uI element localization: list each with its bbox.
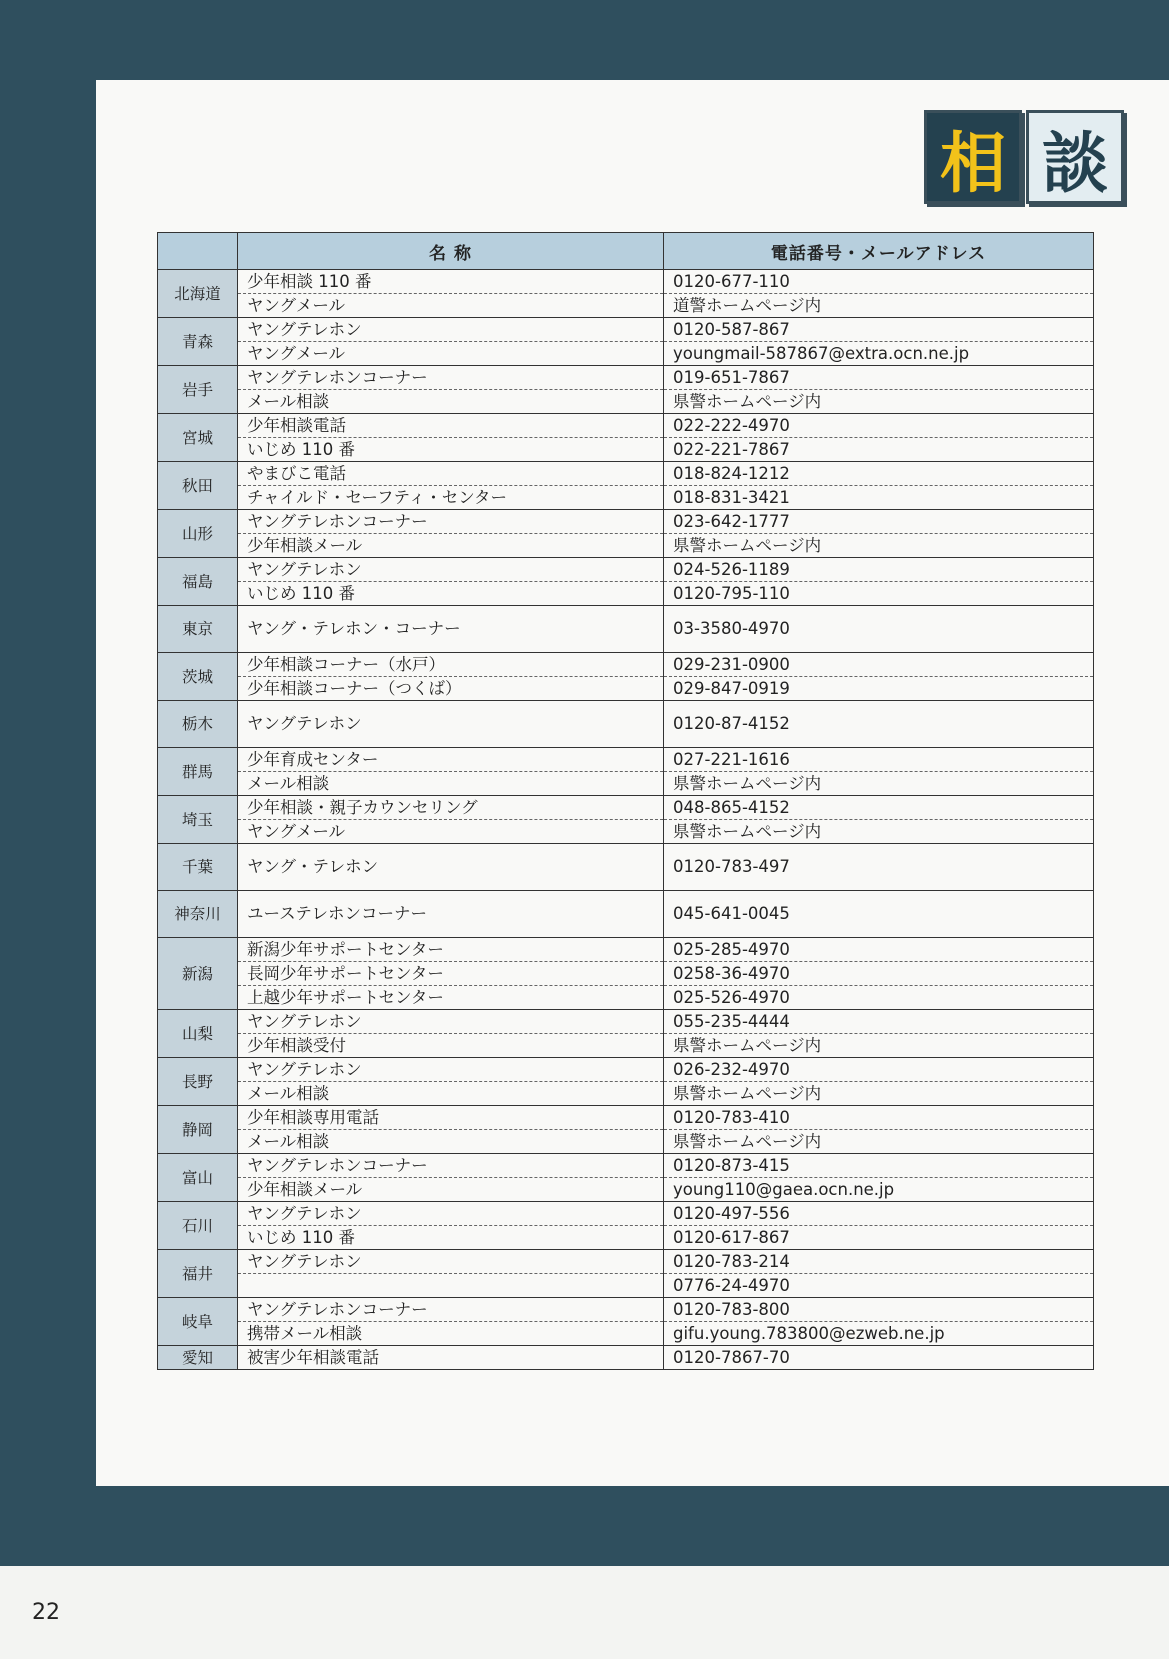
table-row — [158, 1154, 1094, 1178]
table-row — [158, 1082, 1094, 1106]
service-name-cell: ヤングテレホンコーナー — [238, 1298, 664, 1322]
prefecture-cell: 埼玉 — [158, 796, 238, 844]
table-row — [158, 534, 1094, 558]
contact-cell: 県警ホームページ内 — [664, 1130, 1094, 1154]
service-name-cell: ヤングテレホン — [238, 701, 664, 748]
table-row — [158, 558, 1094, 582]
contact-cell: 0120-783-410 — [664, 1106, 1094, 1130]
prefecture-cell: 岩手 — [158, 366, 238, 414]
table-row — [158, 318, 1094, 342]
service-name-cell: ヤングメール — [238, 294, 664, 318]
prefecture-cell: 新潟 — [158, 938, 238, 1010]
table-row — [158, 1202, 1094, 1226]
service-name-cell: 少年相談メール — [238, 1178, 664, 1202]
contact-cell: 0120-617-867 — [664, 1226, 1094, 1250]
contact-cell: 026-232-4970 — [664, 1058, 1094, 1082]
contact-cell: 029-847-0919 — [664, 677, 1094, 701]
table-row — [158, 772, 1094, 796]
contact-cell: 0120-87-4152 — [664, 701, 1094, 748]
table-row — [158, 653, 1094, 677]
contact-cell: 055-235-4444 — [664, 1010, 1094, 1034]
table-row — [158, 1034, 1094, 1058]
contact-cell: 045-641-0045 — [664, 891, 1094, 938]
table-row — [158, 1298, 1094, 1322]
table-header-row — [158, 233, 1094, 270]
table-row — [158, 701, 1094, 748]
contact-cell: 027-221-1616 — [664, 748, 1094, 772]
table-row — [158, 342, 1094, 366]
prefecture-cell: 石川 — [158, 1202, 238, 1250]
service-name-cell: ヤング・テレホン・コーナー — [238, 606, 664, 653]
contact-cell: 03-3580-4970 — [664, 606, 1094, 653]
service-name-cell: ヤングテレホン — [238, 1250, 664, 1274]
prefecture-cell: 東京 — [158, 606, 238, 653]
contact-cell: 0258-36-4970 — [664, 962, 1094, 986]
contact-cell: 0120-587-867 — [664, 318, 1094, 342]
table-row — [158, 1322, 1094, 1346]
contact-cell: 0120-677-110 — [664, 270, 1094, 294]
badge-char-2: 談 — [1026, 110, 1124, 204]
table-row — [158, 1178, 1094, 1202]
header-prefecture — [158, 233, 238, 270]
contact-cell: youngmail-587867@extra.ocn.ne.jp — [664, 342, 1094, 366]
consultation-contact-table — [157, 232, 1094, 1370]
service-name-cell: 少年相談電話 — [238, 414, 664, 438]
service-name-cell: やまびこ電話 — [238, 462, 664, 486]
table-row — [158, 1106, 1094, 1130]
table-row — [158, 796, 1094, 820]
table-row — [158, 1274, 1094, 1298]
contact-cell: gifu.young.783800@ezweb.ne.jp — [664, 1322, 1094, 1346]
service-name-cell: ヤングテレホン — [238, 1058, 664, 1082]
service-name-cell: 少年相談コーナー（水戸） — [238, 653, 664, 677]
table-row — [158, 844, 1094, 891]
service-name-cell: 少年相談・親子カウンセリング — [238, 796, 664, 820]
table-row — [158, 1130, 1094, 1154]
table-row — [158, 1250, 1094, 1274]
badge-char-1: 相 — [924, 110, 1022, 204]
table-row — [158, 962, 1094, 986]
service-name-cell: 少年相談 110 番 — [238, 270, 664, 294]
contact-cell: young110@gaea.ocn.ne.jp — [664, 1178, 1094, 1202]
table-row — [158, 748, 1094, 772]
contact-cell: 048-865-4152 — [664, 796, 1094, 820]
prefecture-cell: 茨城 — [158, 653, 238, 701]
table-row — [158, 438, 1094, 462]
contact-cell: 0120-873-415 — [664, 1154, 1094, 1178]
prefecture-cell: 神奈川 — [158, 891, 238, 938]
service-name-cell: ヤングテレホンコーナー — [238, 366, 664, 390]
service-name-cell: ユーステレホンコーナー — [238, 891, 664, 938]
contact-cell: 0120-795-110 — [664, 582, 1094, 606]
prefecture-cell: 岐阜 — [158, 1298, 238, 1346]
header-contact: 電話番号・メールアドレス — [664, 233, 1094, 270]
prefecture-cell: 静岡 — [158, 1106, 238, 1154]
table-row — [158, 606, 1094, 653]
contact-cell: 018-831-3421 — [664, 486, 1094, 510]
service-name-cell: 少年相談メール — [238, 534, 664, 558]
contact-cell: 022-222-4970 — [664, 414, 1094, 438]
contact-cell: 0120-497-556 — [664, 1202, 1094, 1226]
service-name-cell: いじめ 110 番 — [238, 582, 664, 606]
prefecture-cell: 長野 — [158, 1058, 238, 1106]
service-name-cell: 少年相談受付 — [238, 1034, 664, 1058]
contact-cell: 025-526-4970 — [664, 986, 1094, 1010]
contact-cell: 024-526-1189 — [664, 558, 1094, 582]
contact-cell: 029-231-0900 — [664, 653, 1094, 677]
service-name-cell: ヤングテレホン — [238, 318, 664, 342]
table-row — [158, 1226, 1094, 1250]
table-body — [158, 270, 1094, 1370]
table-row — [158, 891, 1094, 938]
service-name-cell: 新潟少年サポートセンター — [238, 938, 664, 962]
service-name-cell: ヤングテレホン — [238, 1202, 664, 1226]
header-name: 名 称 — [238, 233, 664, 270]
contact-cell: 0120-7867-70 — [664, 1346, 1094, 1370]
service-name-cell: 少年育成センター — [238, 748, 664, 772]
service-name-cell: 少年相談専用電話 — [238, 1106, 664, 1130]
service-name-cell: ヤングメール — [238, 820, 664, 844]
table-row — [158, 510, 1094, 534]
contact-cell: 0120-783-214 — [664, 1250, 1094, 1274]
section-badge — [924, 110, 1124, 202]
service-name-cell: 被害少年相談電話 — [238, 1346, 664, 1370]
prefecture-cell: 福井 — [158, 1250, 238, 1298]
table-row — [158, 414, 1094, 438]
table-row — [158, 938, 1094, 962]
prefecture-cell: 愛知 — [158, 1346, 238, 1370]
service-name-cell: 少年相談コーナー（つくば） — [238, 677, 664, 701]
prefecture-cell: 北海道 — [158, 270, 238, 318]
page-number: 22 — [32, 1600, 60, 1625]
table-row — [158, 486, 1094, 510]
table-row — [158, 582, 1094, 606]
service-name-cell: メール相談 — [238, 1082, 664, 1106]
service-name-cell: メール相談 — [238, 390, 664, 414]
service-name-cell: メール相談 — [238, 1130, 664, 1154]
prefecture-cell: 千葉 — [158, 844, 238, 891]
service-name-cell: チャイルド・セーフティ・センター — [238, 486, 664, 510]
contact-cell: 県警ホームページ内 — [664, 772, 1094, 796]
contact-cell: 道警ホームページ内 — [664, 294, 1094, 318]
contact-cell: 018-824-1212 — [664, 462, 1094, 486]
contact-cell: 県警ホームページ内 — [664, 820, 1094, 844]
prefecture-cell: 富山 — [158, 1154, 238, 1202]
prefecture-cell: 山形 — [158, 510, 238, 558]
service-name-cell: 上越少年サポートセンター — [238, 986, 664, 1010]
table-row — [158, 366, 1094, 390]
service-name-cell: 長岡少年サポートセンター — [238, 962, 664, 986]
service-name-cell: ヤングテレホン — [238, 558, 664, 582]
table-row — [158, 1058, 1094, 1082]
service-name-cell — [238, 1274, 664, 1298]
service-name-cell: メール相談 — [238, 772, 664, 796]
table-row — [158, 986, 1094, 1010]
prefecture-cell: 栃木 — [158, 701, 238, 748]
prefecture-cell: 山梨 — [158, 1010, 238, 1058]
table-row — [158, 677, 1094, 701]
contact-cell: 県警ホームページ内 — [664, 1082, 1094, 1106]
service-name-cell: いじめ 110 番 — [238, 438, 664, 462]
prefecture-cell: 青森 — [158, 318, 238, 366]
service-name-cell: ヤングテレホンコーナー — [238, 510, 664, 534]
table-row — [158, 294, 1094, 318]
prefecture-cell: 宮城 — [158, 414, 238, 462]
contact-cell: 県警ホームページ内 — [664, 1034, 1094, 1058]
contact-cell: 022-221-7867 — [664, 438, 1094, 462]
contact-cell: 019-651-7867 — [664, 366, 1094, 390]
contact-cell: 県警ホームページ内 — [664, 390, 1094, 414]
service-name-cell: ヤングテレホンコーナー — [238, 1154, 664, 1178]
contact-cell: 025-285-4970 — [664, 938, 1094, 962]
contact-cell: 0120-783-800 — [664, 1298, 1094, 1322]
service-name-cell: ヤングメール — [238, 342, 664, 366]
table-row — [158, 390, 1094, 414]
service-name-cell: ヤング・テレホン — [238, 844, 664, 891]
prefecture-cell: 福島 — [158, 558, 238, 606]
contact-cell: 0776-24-4970 — [664, 1274, 1094, 1298]
contact-cell: 0120-783-497 — [664, 844, 1094, 891]
service-name-cell: 携帯メール相談 — [238, 1322, 664, 1346]
contact-cell: 県警ホームページ内 — [664, 534, 1094, 558]
service-name-cell: ヤングテレホン — [238, 1010, 664, 1034]
table-row — [158, 462, 1094, 486]
table-row — [158, 270, 1094, 294]
contact-cell: 023-642-1777 — [664, 510, 1094, 534]
service-name-cell: いじめ 110 番 — [238, 1226, 664, 1250]
table-row — [158, 1010, 1094, 1034]
table-row — [158, 820, 1094, 844]
prefecture-cell: 群馬 — [158, 748, 238, 796]
table-row — [158, 1346, 1094, 1370]
prefecture-cell: 秋田 — [158, 462, 238, 510]
